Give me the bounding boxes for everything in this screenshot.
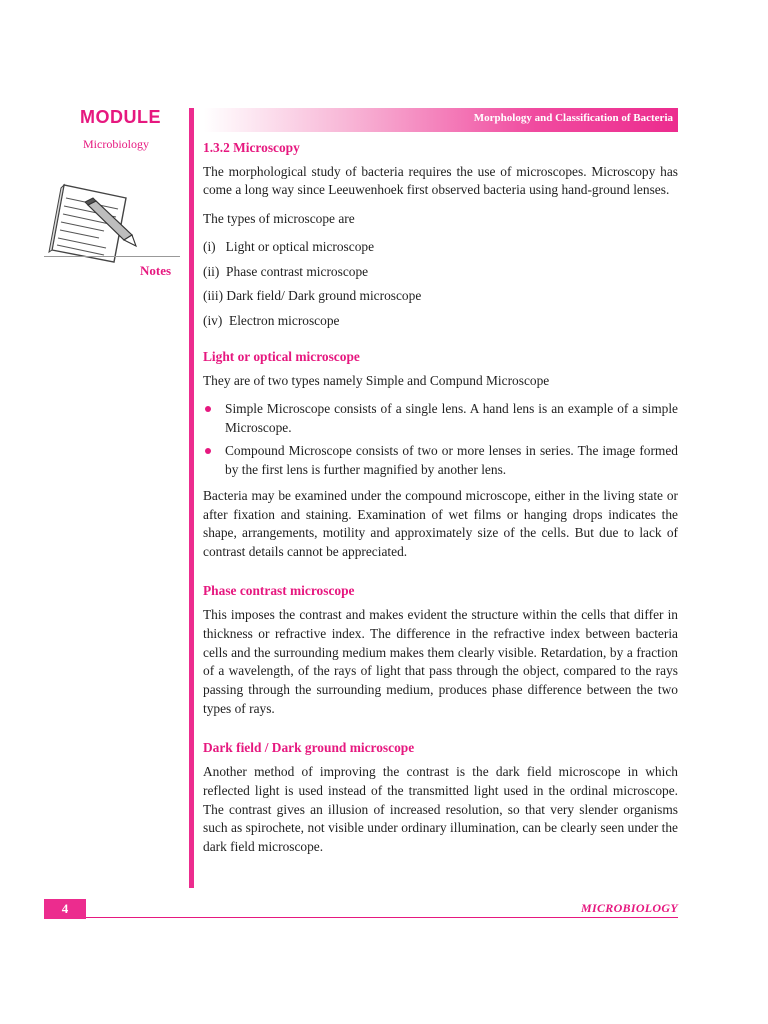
margin-bar: [189, 108, 194, 888]
main-content: [203, 139, 678, 857]
types-intro: The types of microscope are: [203, 211, 355, 227]
section-intro: The morphological study of bacteria requires the use of microscopes. Microscopy has come a long way since Leeuwenhoek first observed bacteria using hand-ground lenses.: [203, 163, 678, 198]
bullet-text: Simple Microscope consists of a single lens. A hand lens is an example of a simple Microscope.: [225, 401, 678, 435]
page-number: 4: [44, 899, 86, 919]
chapter-title: Morphology and Classification of Bacteria: [473, 112, 673, 124]
list-item: (ii) Phase contrast microscope: [203, 263, 369, 279]
list-item: (i) Light or optical microscope: [203, 238, 375, 254]
notes-divider: [44, 256, 180, 257]
module-subject: Microbiology: [83, 137, 149, 151]
list-item: (iv) Electron microscope: [203, 312, 340, 328]
module-title: MODULE: [80, 107, 161, 127]
bullet-text: Compound Microscope consists of two or more lenses in series. The image formed by the first lens is further magnified by another lens.: [225, 443, 678, 478]
bullet-dot: [205, 406, 211, 412]
list-item: (iii) Dark field/ Dark ground microscope: [203, 288, 422, 304]
section-heading: 1.3.2 Microscopy: [203, 140, 300, 155]
bullet-item: [203, 400, 678, 437]
dark-heading: Dark field / Dark ground microscope: [203, 739, 415, 755]
bullet-dot: [205, 448, 211, 454]
phase-heading: Phase contrast microscope: [203, 582, 355, 598]
phase-body: This imposes the contrast and makes evident the structure within the cells that differ in thickness or refractive index. The difference in the refractive index between bacteria cells and the surrounding medium makes them clearly visible. Retardation, by a fraction of a wavelength, of the rays of light that pass through the object, compared to the rays passing through the surrounding medium, produces phase difference between the two types of rays.: [203, 607, 678, 716]
footer-subject: MICROBIOLOGY: [581, 901, 678, 915]
footer-rule: [44, 917, 678, 918]
light-body: Bacteria may be examined under the compound microscope, either in the living state or after fixation and staining. Examination of wet films or hanging drops indicates the shape, arrangements, motility and approximately size of the cells. But due to lack of contrast details cannot be appreciated.: [203, 487, 678, 559]
light-intro: They are of two types namely Simple and Compund Microscope: [203, 373, 550, 389]
light-heading: Light or optical microscope: [203, 348, 360, 364]
bullet-item: [203, 442, 678, 479]
notepad-pencil-icon: [44, 180, 139, 265]
notes-label: Notes: [140, 263, 172, 278]
dark-body: Another method of improving the contrast is the dark field microscope in which reflected light is used instead of the transmitted light used in the ordinal microscope. The contrast gives an illusion of increased resolution, so that very slender organisms such as spirochete, not visible under ordinary illumination, can be clearly seen under the dark field microscope.: [203, 764, 678, 855]
chapter-header: [204, 108, 678, 132]
